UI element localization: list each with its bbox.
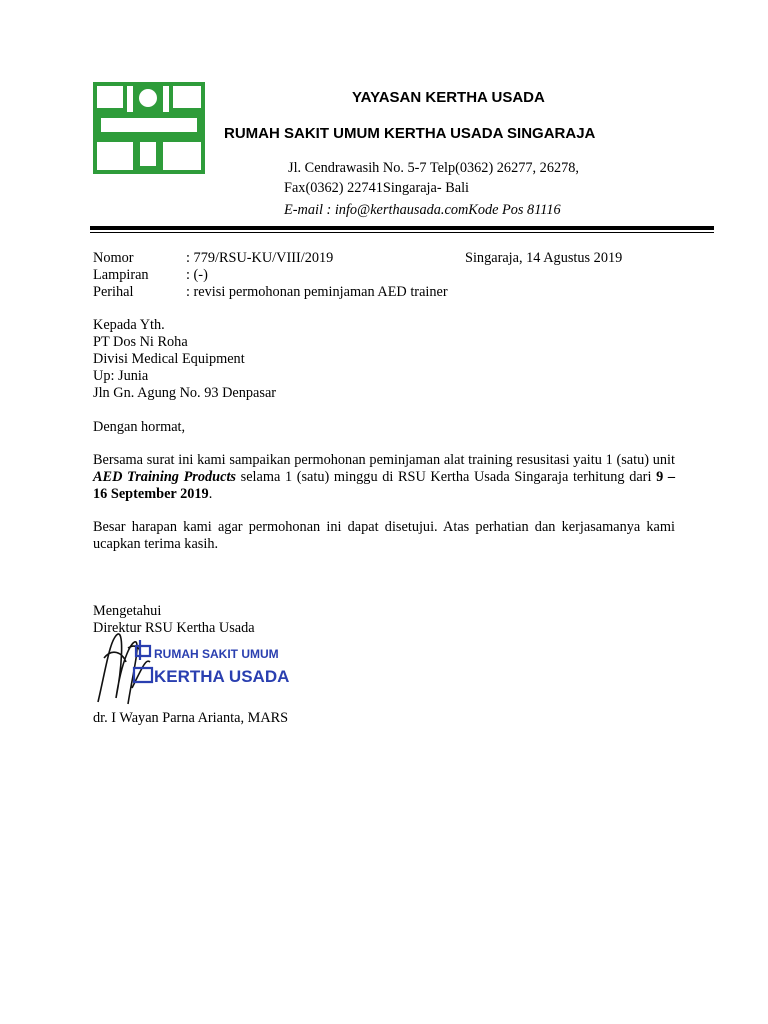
fax-line: Fax(0362) 22741Singaraja- Bali [284,180,470,196]
lampiran-value: : (-) [186,267,208,283]
header-divider [90,226,714,230]
signatory-name: dr. I Wayan Parna Arianta, MARS [93,710,289,726]
body-paragraph-1 [93,452,675,503]
body-paragraph-2: Besar harapan kami agar permohonan ini dapat disetujui. Atas perhatian dan kerjasamanya kami ucapkan terima kasih. [93,519,675,552]
signature-acknowledge: Mengetahui [93,603,162,619]
address-line: Jl. Cendrawasih No. 5-7 Telp(0362) 26277, 26278, [288,160,579,176]
perihal-value: : revisi permohonan peminjaman AED trainer [186,284,448,300]
email-line: E-mail : info@kerthausada.comKode Pos 81116 [284,202,561,218]
header-divider-thin [90,232,714,233]
signature-title: Direktur RSU Kertha Usada [93,620,255,636]
lampiran-label: Lampiran [93,267,149,283]
recipient-attention: Up: Junia [93,368,149,384]
green-cross-logo-icon [93,82,205,174]
p1-text-middle: selama 1 (satu) minggu di RSU Kertha Usada Singaraja terhitung dari [236,469,657,485]
product-name: AED Training Products [93,469,236,485]
loan-dates: 9 – 16 September 2019 [93,469,675,502]
recipient-company: PT Dos Ni Roha [93,334,188,350]
perihal-label: Perihal [93,284,134,300]
greeting: Dengan hormat, [93,419,186,435]
stamp-text-line1: RUMAH SAKIT UMUM [154,647,279,661]
hospital-name: RUMAH SAKIT UMUM KERTHA USADA SINGARAJA [224,125,596,142]
nomor-label: Nomor [93,250,134,266]
recipient-division: Divisi Medical Equipment [93,351,245,367]
recipient-line: Kepada Yth. [93,317,165,333]
stamp-text-line2: KERTHA USADA [154,667,290,686]
p1-text-end: . [208,486,213,502]
org-name: YAYASAN KERTHA USADA [352,89,545,106]
letter-date: Singaraja, 14 Agustus 2019 [465,250,623,266]
nomor-value: : 779/RSU-KU/VIII/2019 [186,250,334,266]
recipient-address: Jln Gn. Agung No. 93 Denpasar [93,385,277,401]
p1-text-start: Bersama surat ini kami sampaikan permohonan peminjaman alat training resusitasi yaitu 1 (satu) unit [93,452,675,468]
